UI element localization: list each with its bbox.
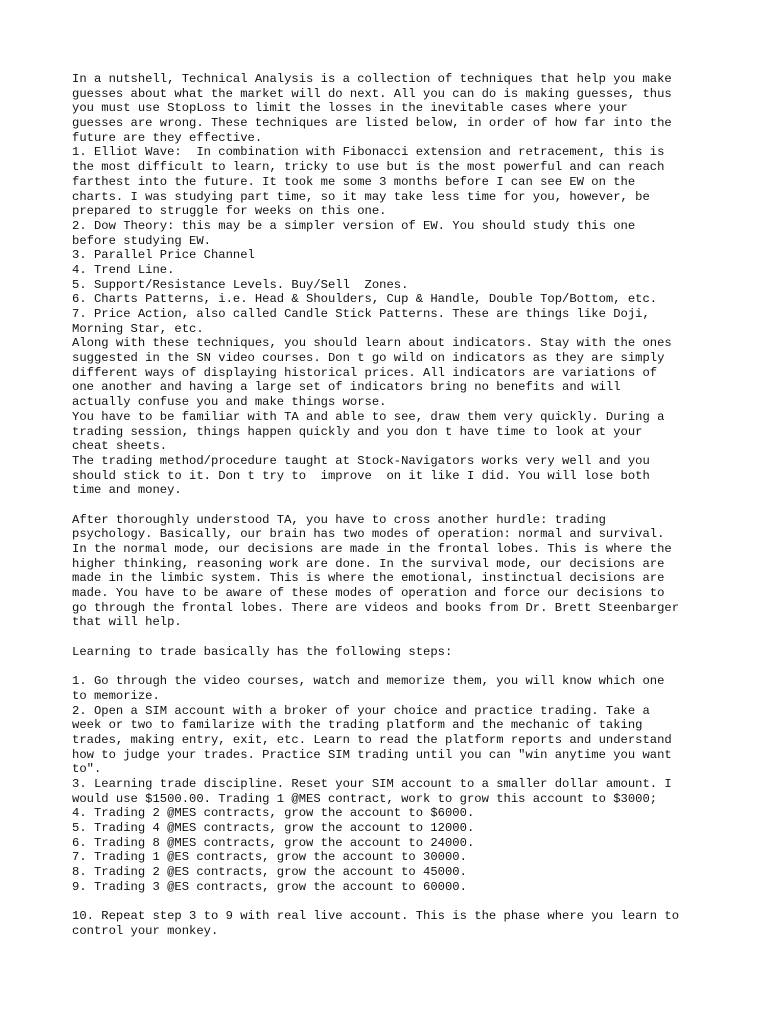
blank-line — [72, 660, 712, 675]
text-line: actually confuse you and make things worse. — [72, 395, 387, 410]
text-line: to". — [72, 762, 102, 777]
text-line: 6. Trading 8 @MES contracts, grow the account to 24000. — [72, 835, 475, 850]
text-line: 2. Open a SIM account with a broker of your choice and practice trading. Take a — [72, 703, 650, 718]
text-line: Morning Star, etc. — [72, 321, 204, 336]
text-line: 8. Trading 2 @ES contracts, grow the account to 45000. — [72, 865, 467, 880]
text-line: 7. Trading 1 @ES contracts, grow the account to 30000. — [72, 850, 467, 865]
text-line: 6. Charts Patterns, i.e. Head & Shoulders, Cup & Handle, Double Top/Bottom, etc. — [72, 292, 658, 307]
text-line: 4. Trend Line. — [72, 262, 175, 277]
text-line: trading session, things happen quickly and you don t have time to look at your — [72, 424, 643, 439]
text-line: how to judge your trades. Practice SIM trading until you can "win anytime you want — [72, 747, 672, 762]
document-body — [72, 72, 712, 939]
text-line: made. You have to be aware of these modes of operation and force our decisions to — [72, 586, 665, 601]
text-line: 1. Go through the video courses, watch and memorize them, you will know which one — [72, 674, 665, 689]
text-line: you must use StopLoss to limit the losses in the inevitable cases where your — [72, 101, 628, 116]
text-line: Along with these techniques, you should learn about indicators. Stay with the ones — [72, 336, 672, 351]
text-line: would use $1500.00. Trading 1 @MES contract, work to grow this account to $3000; — [72, 791, 658, 806]
text-line: higher thinking, reasoning work are done. In the survival mode, our decisions are — [72, 556, 665, 571]
text-line: cheat sheets. — [72, 439, 168, 454]
text-line: go through the frontal lobes. There are videos and books from Dr. Brett Steenbarger — [72, 600, 680, 615]
text-line: farthest into the future. It took me some 3 months before I can see EW on the — [72, 174, 636, 189]
text-line: charts. I was studying part time, so it may take less time for you, however, be — [72, 189, 650, 204]
text-line: You have to be familiar with TA and able to see, draw them very quickly. During a — [72, 409, 665, 424]
text-line: to memorize. — [72, 688, 160, 703]
text-line: 5. Support/Resistance Levels. Buy/Sell Zones. — [72, 277, 409, 292]
text-line: control your monkey. — [72, 923, 219, 938]
text-line: 4. Trading 2 @MES contracts, grow the account to $6000. — [72, 806, 475, 821]
text-line: suggested in the SN video courses. Don t go wild on indicators as they are simply — [72, 351, 665, 366]
text-line: prepared to struggle for weeks on this one. — [72, 204, 387, 219]
text-line: week or two to familarize with the trading platform and the mechanic of taking — [72, 718, 643, 733]
text-line: 3. Learning trade discipline. Reset your SIM account to a smaller dollar amount. I — [72, 777, 672, 791]
blank-line — [72, 630, 712, 645]
text-line: 2. Dow Theory: this may be a simpler version of EW. You should study this one — [72, 218, 636, 233]
blank-line — [72, 895, 712, 910]
text-line: that will help. — [72, 615, 182, 630]
text-line: 10. Repeat step 3 to 9 with real live account. This is the phase where you learn to — [72, 909, 680, 924]
text-line: time and money. — [72, 483, 182, 498]
text-line: 9. Trading 3 @ES contracts, grow the account to 60000. — [72, 879, 467, 894]
text-line: should stick to it. Don t try to improve on it like I did. You will lose both — [72, 468, 650, 483]
blank-line — [72, 498, 712, 513]
text-line: guesses are wrong. These techniques are listed below, in order of how far into the — [72, 116, 672, 131]
text-line: After thoroughly understood TA, you have to cross another hurdle: trading — [72, 512, 606, 527]
text-line: In a nutshell, Technical Analysis is a collection of techniques that help you make — [72, 72, 672, 86]
text-line: the most difficult to learn, tricky to use but is the most powerful and can reach — [72, 160, 665, 175]
text-line: psychology. Basically, our brain has two modes of operation: normal and survival. — [72, 527, 665, 542]
text-line: Learning to trade basically has the following steps: — [72, 644, 453, 659]
text-line: different ways of displaying historical prices. All indicators are variations of — [72, 365, 658, 380]
text-line: before studying EW. — [72, 233, 211, 248]
text-line: 1. Elliot Wave: In combination with Fibonacci extension and retracement, this is — [72, 145, 665, 160]
text-line: one another and having a large set of indicators bring no benefits and will — [72, 380, 621, 395]
text-line: 7. Price Action, also called Candle Stick Patterns. These are things like Doji, — [72, 307, 650, 321]
text-line: trades, making entry, exit, etc. Learn to read the platform reports and understand — [72, 732, 672, 747]
text-line: In the normal mode, our decisions are made in the frontal lobes. This is where the — [72, 542, 672, 556]
text-line: future are they effective. — [72, 130, 263, 145]
text-line: made in the limbic system. This is where the emotional, instinctual decisions are — [72, 571, 665, 586]
text-line: 5. Trading 4 @MES contracts, grow the account to 12000. — [72, 821, 475, 836]
text-line: 3. Parallel Price Channel — [72, 248, 255, 263]
text-line: guesses about what the market will do next. All you can do is making guesses, thus — [72, 86, 672, 101]
text-line: The trading method/procedure taught at Stock-Navigators works very well and you — [72, 453, 650, 468]
